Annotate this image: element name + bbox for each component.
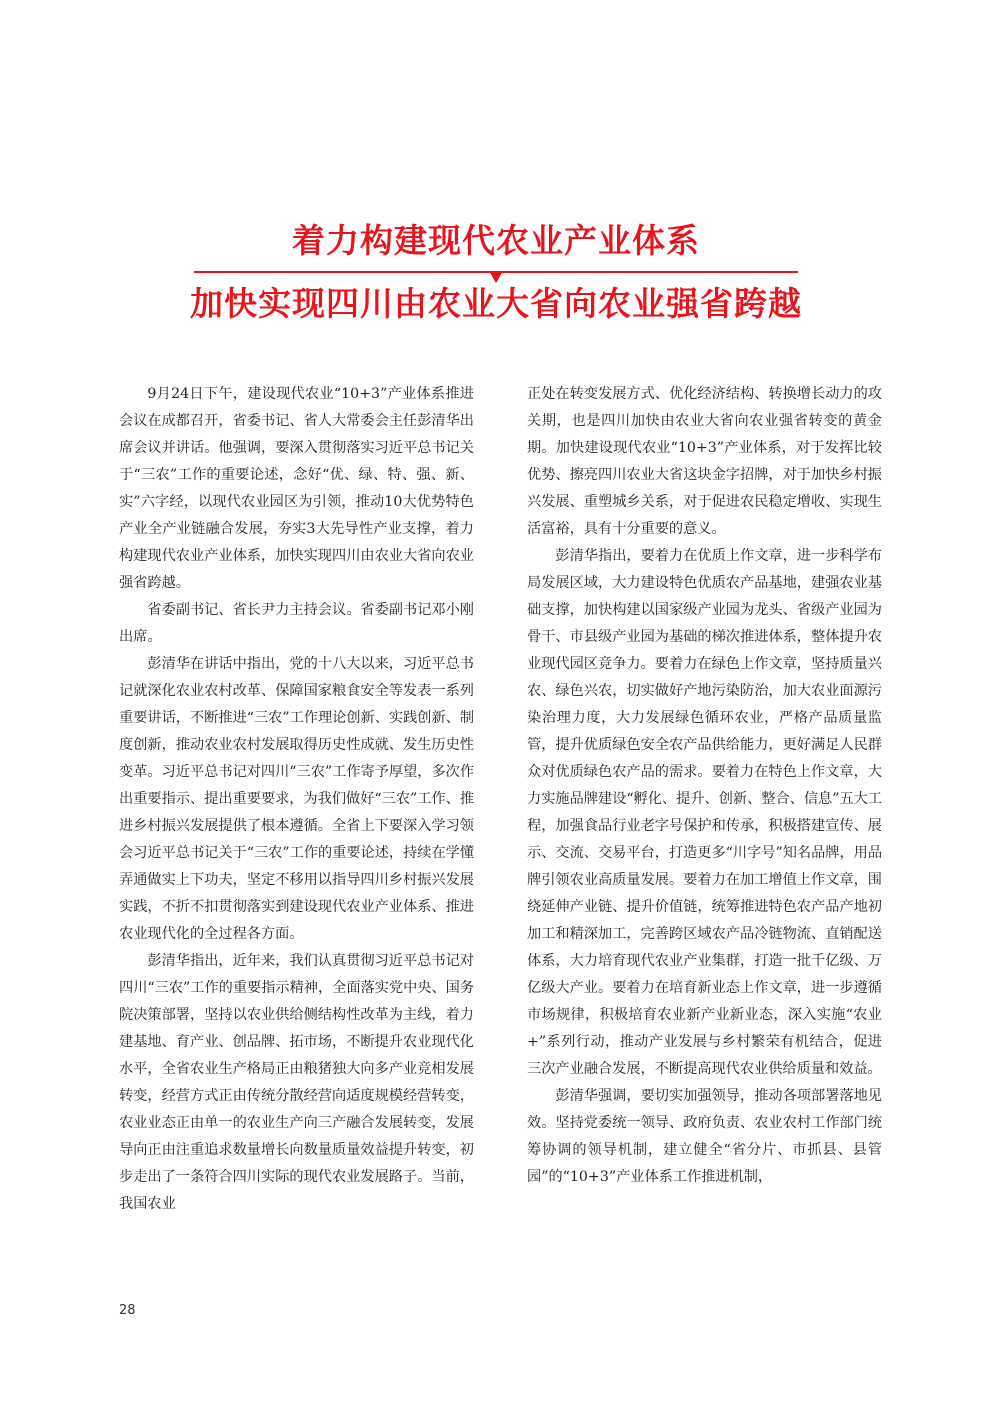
right-text-column (527, 381, 882, 1191)
triangle-down-icon (489, 271, 503, 283)
article-title: 着力构建现代农业产业体系 (292, 221, 700, 260)
paragraph: 彭清华强调，要切实加强领导，推动各项部署落地见效。坚持党委统一领导、政府负责、农业农村工作部门统筹协调的领导机制，建立健全“省分片、市抓县、县管园”的“10+3”产业体系工作推进机制， (527, 1088, 882, 1185)
paragraph-continued: 正处在转变发展方式、优化经济结构、转换增长动力的攻关期，也是四川加快由农业大省向农业强省转变的黄金期。加快建设现代农业“10+3”产业体系，对于发挥比较优势、擦亮四川农业大省这块金字招牌，对于加快乡村振兴发展、重塑城乡关系，对于促进农民稳定增收、实现生活富裕，具有十分重要的意义。 (527, 386, 882, 537)
paragraph: 9月24日下午，建设现代农业“10+3”产业体系推进会议在成都召开，省委书记、省人大常委会主任彭清华出席会议并讲话。他强调，要深入贯彻落实习近平总书记关于“三农”工作的重要论述，念好“优、绿、特、强、新、实”六字经，以现代农业园区为引领，推动10大优势特色产业全产业链融合发展，夯实3大先导性产业支撑，着力构建现代农业产业体系，加快实现四川由农业大省向农业强省跨越。 (119, 386, 474, 591)
article-subtitle: 加快实现四川由农业大省向农业强省跨越 (190, 284, 802, 323)
page-number: 28 (119, 1303, 136, 1318)
paragraph: 彭清华指出，近年来，我们认真贯彻习近平总书记对四川“三农”工作的重要指示精神，全面落实党中央、国务院决策部署，坚持以农业供给侧结构性改革为主线，着力建基地、育产业、创品牌、拓市场，不断提升农业现代化水平，全省农业生产格局正由粮猪独大向多产业竞相发展转变，经营方式正由传统分散经营向适度规模经营转变，农业业态正由单一的农业生产向三产融合发展转变，发展导向正由注重追求数量增长向数量质量效益提升转变，初步走出了一条符合四川实际的现代农业发展路子。当前，我国农业 (119, 953, 475, 1212)
paragraph: 彭清华在讲话中指出，党的十八大以来，习近平总书记就深化农业农村改革、保障国家粮食安全等发表一系列重要讲话，不断推进“三农”工作理论创新、实践创新、制度创新，推动农业农村发展取得历史性成就、发生历史性变革。习近平总书记对四川“三农”工作寄予厚望，多次作出重要指示、提出重要要求，为我们做好“三农”工作、推进乡村振兴发展提供了根本遵循。全省上下要深入学习领会习近平总书记关于“三农”工作的重要论述，持续在学懂弄通做实上下功夫，坚定不移用以指导四川乡村振兴发展实践，不折不扣贯彻落实到建设现代农业产业体系、推进农业现代化的全过程各方面。 (119, 656, 475, 942)
paragraph: 省委副书记、省长尹力主持会议。省委副书记邓小刚出席。 (119, 602, 474, 645)
left-text-column (119, 381, 474, 1218)
paragraph: 彭清华指出，要着力在优质上作文章，进一步科学布局发展区域，大力建设特色优质农产品基地，建强农业基础支撑，加快构建以国家级产业园为龙头、省级产业园为骨干、市县级产业园为基础的梯次推进体系，整体提升农业现代园区竞争力。要着力在绿色上作文章，坚持质量兴农、绿色兴农，切实做好产地污染防治，加大农业面源污染治理力度，大力发展绿色循环农业，严格产品质量监管，提升优质绿色安全农产品供给能力，更好满足人民群众对优质绿色农产品的需求。要着力在特色上作文章，大力实施品牌建设“孵化、提升、创新、整合、信息”五大工程，加强食品行业老字号保护和传承，积极搭建宣传、展示、交流、交易平台，打造更多“川字号”知名品牌，用品牌引领农业高质量发展。要着力在加工增值上作文章，围绕延伸产业链、提升价值链，统筹推进特色农产品产地初加工和精深加工，完善跨区域农产品冷链物流、直销配送体系，大力培育现代农业产业集群，打造一批千亿级、万亿级大产业。要着力在培育新业态上作文章，进一步遵循市场规律，积极培育农业新产业新业态，深入实施“农业+”系列行动，推动产业发展与乡村繁荣有机结合，促进三次产业融合发展，不断提高现代农业供给质量和效益。 (527, 548, 883, 1077)
title-divider (194, 265, 798, 279)
article-title-block (0, 218, 992, 327)
